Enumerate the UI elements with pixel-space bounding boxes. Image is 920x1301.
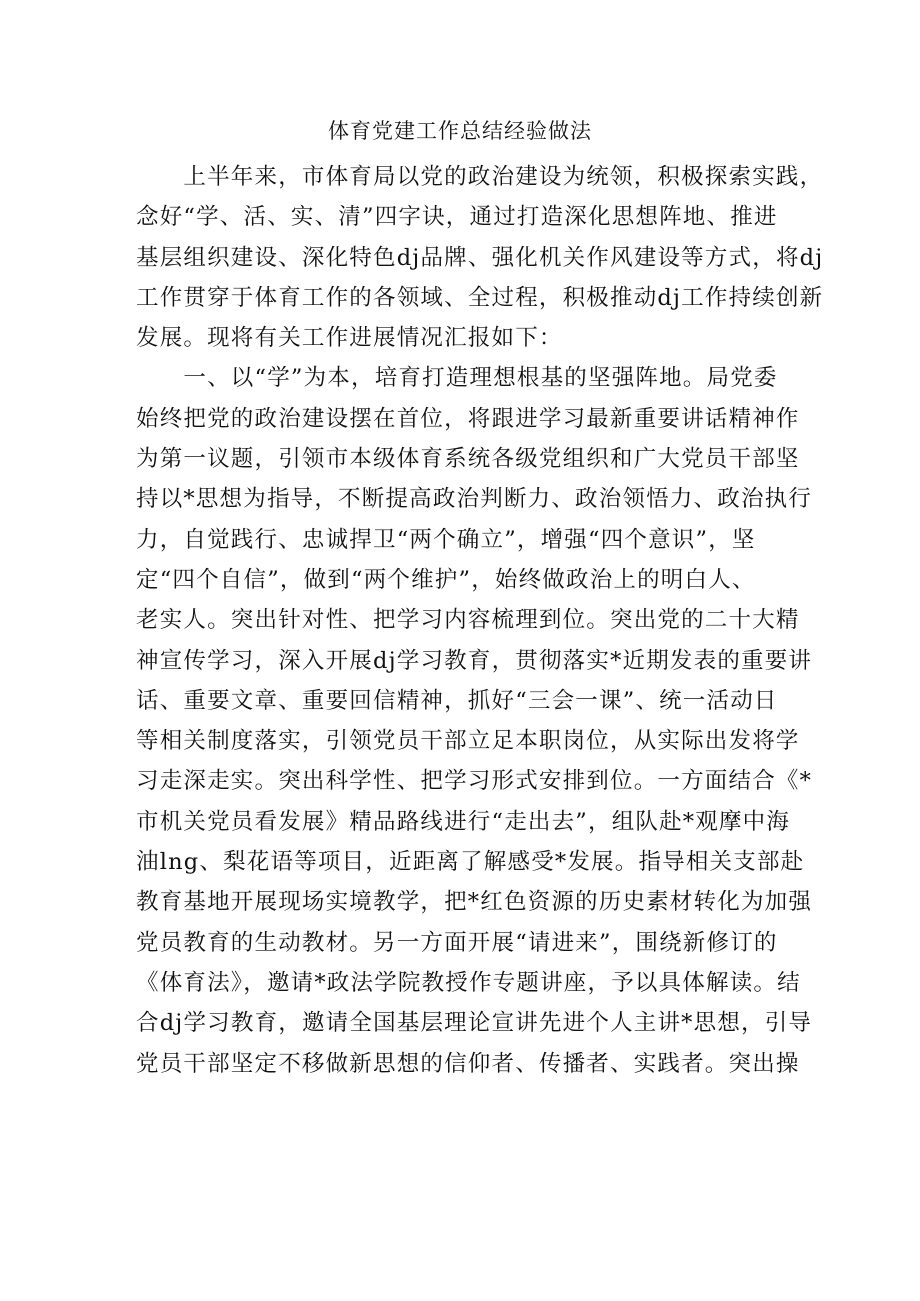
body-line: 党员干部坚定不移做新思想的信仰者、传播者、实践者。突出操 [136, 1050, 800, 1077]
body-line: 神宣传学习，深入开展dj学习教育，贯彻落实*近期发表的重要讲 [136, 647, 813, 674]
body-line: 老实人。突出针对性、把学习内容梳理到位。突出党的二十大精 [136, 607, 800, 634]
body-line: 《体育法》，邀请*政法学院教授作专题讲座，予以具体解读。结 [136, 969, 801, 996]
body-line: 习走深走实。突出科学性、把学习形式安排到位。一方面结合《* [136, 768, 813, 795]
body-line: 党员教育的生动教材。另一方面开展“请进来”，围绕新修订的 [136, 929, 778, 956]
body-line: 念好“学、活、实、清”四字诀，通过打造深化思想阵地、推进 [136, 204, 778, 231]
body-line: 上半年来，市体育局以党的政治建设为统领，积极探索实践， [136, 164, 824, 190]
body-line: 始终把党的政治建设摆在首位，将跟进学习最新重要讲话精神作 [136, 405, 800, 432]
body-line: 话、重要文章、重要回信精神，抓好“三会一课”、统一活动日 [136, 687, 778, 714]
body-line: 定“四个自信”，做到“两个维护”，始终做政治上的明白人、 [136, 566, 756, 593]
body-line: 力，自觉践行、忠诚捍卫“两个确立”，增强“四个意识”，坚 [136, 526, 756, 553]
body-line: 一、以“学”为本，培育打造理想根基的坚强阵地。局党委 [136, 365, 778, 392]
document-body [136, 157, 824, 1084]
body-line: 持以*思想为指导，不断提高政治判断力、政治领悟力、政治执行 [136, 486, 813, 513]
body-line: 油lng、梨花语等项目，近距离了解感受*发展。指导相关支部赴 [136, 849, 805, 876]
body-line: 基层组织建设、深化特色dj品牌、强化机关作风建设等方式，将dj [136, 244, 824, 271]
body-line: 发展。现将有关工作进展情况汇报如下： [136, 325, 563, 352]
document-title: 体育党建工作总结经验做法 [328, 119, 592, 143]
body-line: 工作贯穿于体育工作的各领域、全过程，积极推动dj工作持续创新 [136, 284, 824, 311]
body-line: 教育基地开展现场实境教学，把*红色资源的历史素材转化为加强 [136, 889, 813, 916]
body-line: 市机关党员看发展》精品路线进行“走出去”，组队赴*观摩中海 [136, 808, 791, 835]
body-line: 合dj学习教育，邀请全国基层理论宣讲先进个人主讲*思想，引导 [136, 1010, 813, 1037]
body-line: 等相关制度落实，引领党员干部立足本职岗位，从实际出发将学 [136, 728, 800, 755]
body-line: 为第一议题，引领市本级体育系统各级党组织和广大党员干部坚 [136, 446, 800, 473]
